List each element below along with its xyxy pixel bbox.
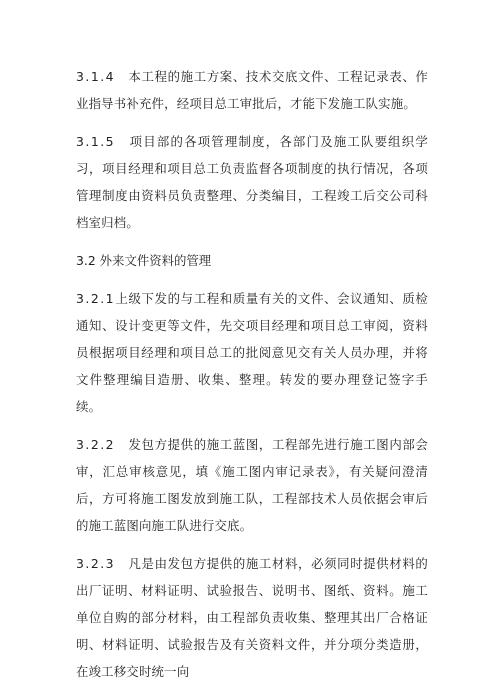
paragraph-text: 上级下发的与工程和质量有关的文件、会议通知、质检通知、设计变更等文件，先交项目经理和项目总工审阅，资料员根据项目经理和项目总工的批阅意见交有关人员办理，并将文件整理编目造册、收集、整理。转发的要办理登记签字手续。	[76, 291, 428, 414]
paragraph-3-1-5	[76, 128, 428, 236]
section-number: 3.2.2	[76, 437, 116, 452]
section-number: 3.2.1	[76, 291, 116, 306]
paragraph-text: 项目部的各项管理制度，各部门及施工队要组织学习，项目经理和项目总工负责监督各项制度的执行情况，各项管理制度由资料员负责整理、分类编目，工程竣工后交公司科档室归档。	[76, 134, 428, 230]
paragraph-text: 发包方提供的施工蓝图，工程部先进行施工图内部会审，汇总审核意见，填《施工图内审记录表》，有关疑问澄清后，方可将施工图发放到施工队，工程部技术人员依据会审后的施工蓝图向施工队进行交底。	[76, 437, 428, 533]
paragraph-text: 凡是由发包方提供的施工材料，必须同时提供材料的出厂证明、材料证明、试验报告、说明书、图纸、资料。施工单位自购的部分材料，由工程部负责收集、整理其出厂合格证明、材料证明、试验报告及有关资料文件，并分项分类造册，在竣工移交时统一向	[76, 556, 428, 679]
paragraph-3-1-4	[76, 63, 428, 117]
paragraph-3-2-2	[76, 431, 428, 539]
section-number: 3.2	[76, 253, 96, 268]
section-number: 3.2.3	[76, 556, 116, 571]
section-heading-3-2	[76, 247, 428, 274]
document-body	[76, 63, 428, 696]
paragraph-3-2-3	[76, 550, 428, 685]
section-number: 3.1.5	[76, 134, 116, 149]
section-heading-text: 外来文件资料的管理	[95, 253, 212, 268]
paragraph-3-2-1	[76, 285, 428, 420]
section-number: 3.1.4	[76, 69, 116, 84]
paragraph-text: 本工程的施工方案、技术交底文件、工程记录表、作业指导书补充件，经项目总工审批后，才能下发施工队实施。	[76, 69, 428, 111]
